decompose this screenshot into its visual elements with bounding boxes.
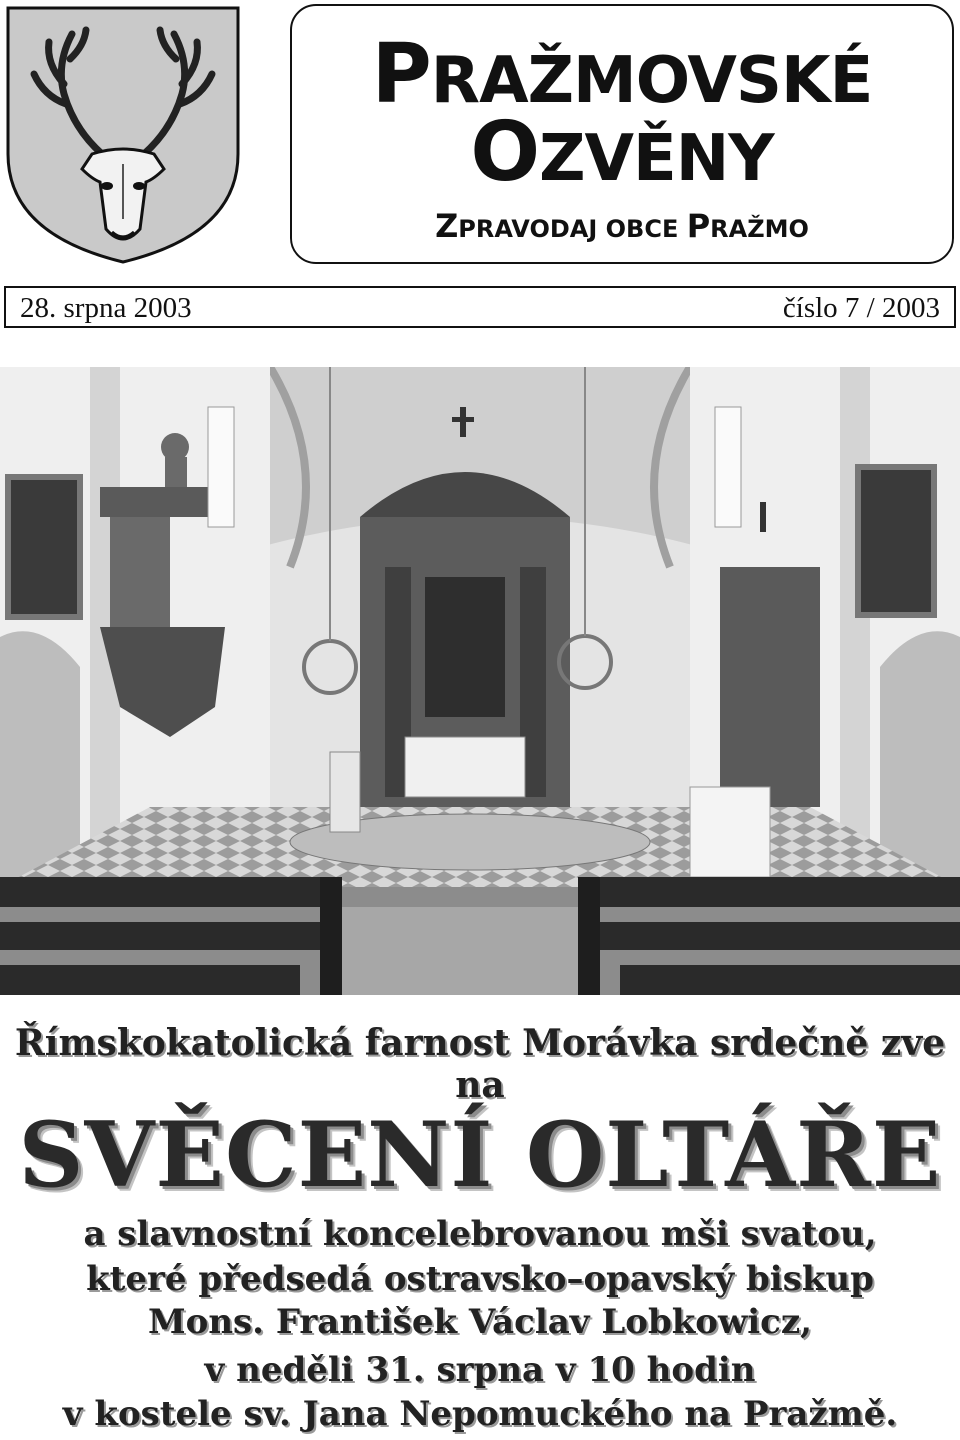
event-detail-line-1: a slavnostní koncelebrovanou mši svatou, — [83, 1214, 877, 1254]
masthead-title-line2: OZVĚNY — [470, 105, 774, 200]
issue-number: číslo 7 / 2003 — [782, 292, 940, 324]
event-headline: SVĚCENÍ OLTÁŘE — [18, 1102, 942, 1208]
event-detail-line-2: které předsedá ostravsko–opavský biskup — [86, 1259, 874, 1299]
issue-date: 28. srpna 2003 — [20, 292, 192, 324]
event-detail-line-3: Mons. František Václav Lobkowicz, — [148, 1302, 812, 1342]
deer-head-coat-of-arms-icon — [4, 4, 242, 266]
church-interior-photo — [0, 367, 960, 995]
invitation-line: Římskokatolická farnost Morávka srdečně zve na — [14, 1022, 946, 1106]
masthead-title-line1: PRAŽMOVSKÉ — [371, 27, 873, 122]
issue-info-bar — [4, 286, 956, 328]
event-place-line: v kostele sv. Jana Nepomuckého na Pražmě. — [62, 1394, 898, 1434]
masthead-title-box — [290, 4, 954, 264]
masthead-subtitle: ZPRAVODAJ OBCE PRAŽMO — [435, 207, 809, 245]
event-date-line: v neděli 31. srpna v 10 hodin — [204, 1350, 756, 1390]
